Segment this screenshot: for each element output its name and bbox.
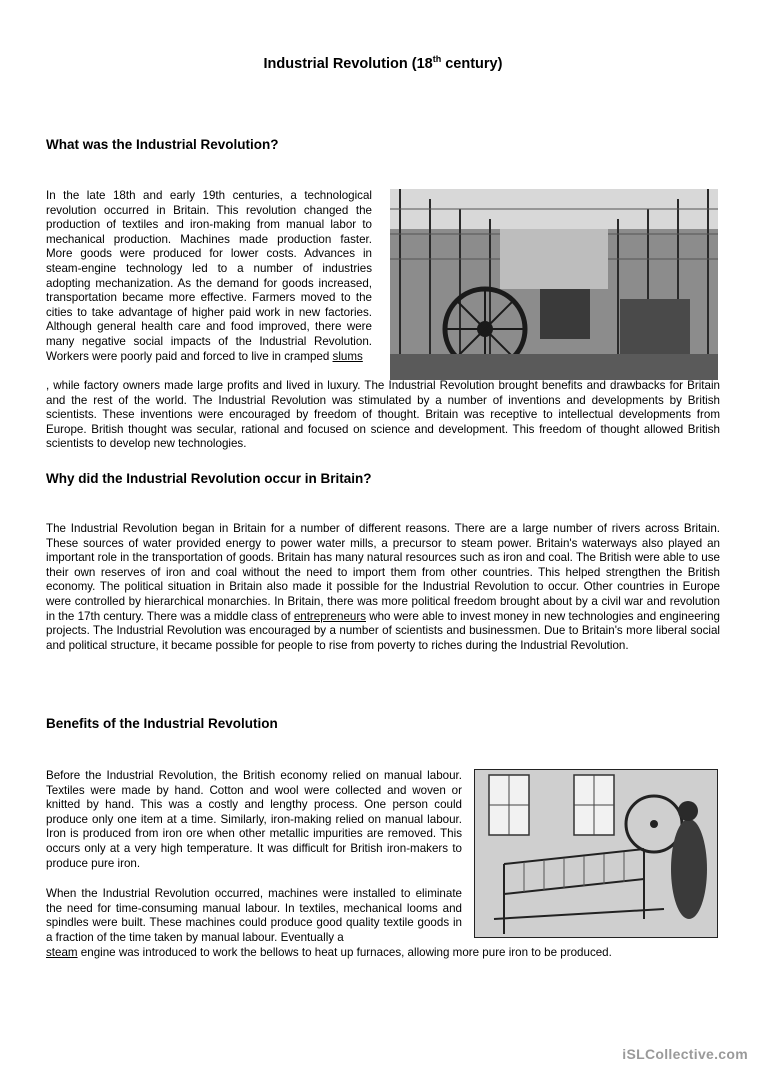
section1-heading: What was the Industrial Revolution?: [46, 137, 279, 152]
section3-paragraph2-column: [46, 887, 462, 945]
spinning-machine-image: [474, 769, 718, 938]
slums-link[interactable]: slums: [332, 349, 363, 363]
section3-para2-part1: When the Industrial Revolution occurred, machines were installed to eliminate the need for time-consuming manual labour. In textiles, mechanical looms and spindles were built. These machines could produce good quality textile goods in a fraction of the time taken by manual labour. Eventually a: [46, 887, 462, 944]
title-end: century): [441, 55, 503, 72]
section2-text-part1: The Industrial Revolution began in Britain for a number of different reasons. There are a large number of rivers across Britain. These sources of water provided energy to power water mills, a precursor to steam power. Britain's waterways also played an important role in the transportation of goods. Britain has many natural resources such as iron and coal. The British were able to use their own reserves of iron and coal without the need to import them from other countries. This helped strengthen the British economy. The political situation in Britain also made it possible for the Industrial Revolution to occur. Other countries in Europe were controlled by hierarchical monarchies. In Britain, there was more political freedom brought about by a civil war and revolution in the 17th century. There was a middle class of: [46, 522, 720, 623]
entrepreneurs-link[interactable]: entrepreneurs: [293, 609, 366, 623]
section3-para1-text: Before the Industrial Revolution, the British economy relied on manual labour. Textiles were made by hand. Cotton and wool were collected and woven or knitted by hand. This was a costly and lengthy process. One person could produce only one item at a time. Similarly, iron-making relied on manual labour. Iron is produced from iron ore when other metallic impurities are removed. This occurs only at a very high temperature. It was difficult for British iron-makers to produce pure iron.: [46, 769, 462, 870]
page-title: [0, 54, 766, 72]
section1-text-continued: , while factory owners made large profits and lived in luxury. The Industrial Revolution brought benefits and drawbacks for Britain and the rest of the world. The Industrial Revolution was stimulated by a number of inventions and developments by British scientists. These inventions were encouraged by freedom of thought. Britain was receptive to intellectual developments from Europe. British thought was secular, rational and focused on science and development. This freedom of thought allowed British scientists to develop new technologies.: [46, 379, 720, 451]
site-watermark: iSLCollective.com: [622, 1046, 748, 1062]
steam-link[interactable]: steam: [46, 946, 78, 959]
section3-paragraph1: [46, 769, 462, 871]
section1-text-part1: In the late 18th and early 19th centuries, a technological revolution occurred in Britain. This revolution changed the production of textiles and iron-making from manual labor to mechanical production. Machines made production faster. More goods were produced for lower costs. Advances in steam-engine technology led to a number of industries adopting mechanization. As the demand for goods increased, transportation became more effective. Farmers moved to the cities to take advantage of higher paid work in new factories. Although general health care and food improved, there were many negative social impacts of the Industrial Revolution. Workers were poorly paid and forced to live in cramped: [46, 189, 372, 363]
title-superscript: th: [432, 54, 442, 64]
factory-engraving-image: [390, 189, 718, 380]
section2-text-part2: who were able to invest money in new technologies and engineering projects. The Industrial Revolution was encouraged by a number of scientists and businessmen. Due to Britain's more liberal social and political structure, it became possible for people to rise from poverty to riches during the Industrial Revolution.: [46, 609, 720, 652]
section1-full-width-text: [46, 379, 720, 452]
section3-heading: Benefits of the Industrial Revolution: [46, 716, 278, 731]
section3-para2-part2: engine was introduced to work the bellows to heat up furnaces, allowing more pure iron to be produced.: [77, 946, 612, 959]
section2-text: [46, 522, 720, 653]
section3-paragraph2-full: [46, 946, 720, 961]
section2-heading: Why did the Industrial Revolution occur in Britain?: [46, 471, 372, 486]
title-main: Industrial Revolution (18: [263, 55, 433, 72]
section1-column-text: [46, 189, 372, 364]
